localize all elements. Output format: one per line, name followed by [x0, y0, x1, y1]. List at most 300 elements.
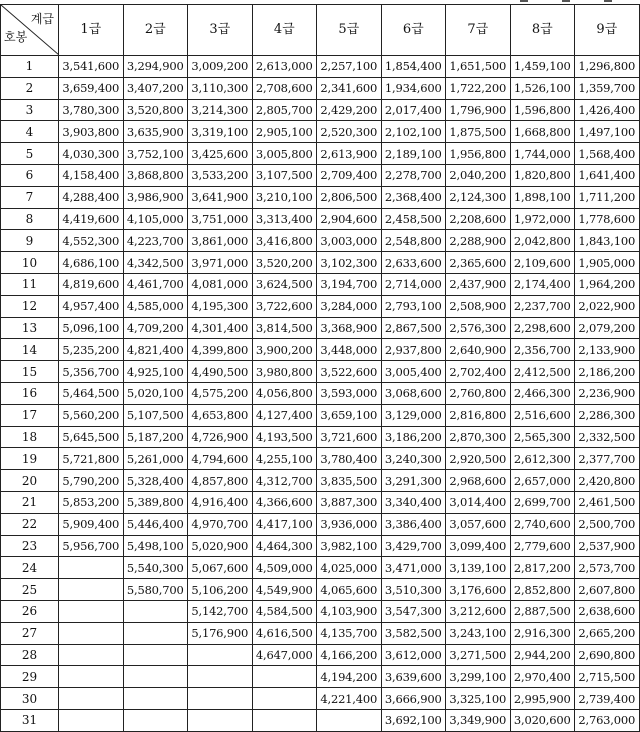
grade-header: 4급: [252, 5, 317, 56]
salary-cell: 4,056,800: [252, 382, 317, 404]
salary-cell: 3,057,600: [446, 513, 511, 535]
salary-cell: 4,105,000: [123, 208, 188, 230]
salary-cell: 1,296,800: [575, 56, 640, 78]
salary-cell: 2,042,800: [510, 230, 575, 252]
salary-cell: [59, 644, 124, 666]
salary-cell: 2,189,100: [381, 143, 446, 165]
salary-cell: 2,520,300: [317, 121, 382, 143]
salary-cell: 2,365,600: [446, 252, 511, 274]
table-row: [1, 382, 640, 404]
table-row: [1, 99, 640, 121]
salary-cell: 3,903,800: [59, 121, 124, 143]
salary-cell: 4,686,100: [59, 252, 124, 274]
salary-cell: 3,099,400: [446, 535, 511, 557]
table-row: [1, 208, 640, 230]
table-row: [1, 252, 640, 274]
salary-cell: 2,368,400: [381, 186, 446, 208]
salary-cell: 3,299,100: [446, 666, 511, 688]
salary-cell: 3,780,400: [317, 448, 382, 470]
salary-cell: 3,666,900: [381, 688, 446, 710]
salary-cell: [59, 709, 124, 731]
salary-cell: 2,377,700: [575, 448, 640, 470]
salary-cell: 3,194,700: [317, 273, 382, 295]
table-row: [1, 164, 640, 186]
table-row: [1, 666, 640, 688]
salary-cell: 1,956,800: [446, 143, 511, 165]
step-cell: 18: [1, 426, 59, 448]
salary-cell: [59, 666, 124, 688]
salary-cell: 5,187,200: [123, 426, 188, 448]
salary-cell: 2,576,300: [446, 317, 511, 339]
table-row: [1, 295, 640, 317]
salary-cell: 2,332,500: [575, 426, 640, 448]
step-cell: 15: [1, 361, 59, 383]
salary-cell: 1,668,800: [510, 121, 575, 143]
step-cell: 24: [1, 557, 59, 579]
step-cell: 7: [1, 186, 59, 208]
salary-cell: 4,223,700: [123, 230, 188, 252]
salary-cell: 2,970,400: [510, 666, 575, 688]
salary-cell: 2,739,400: [575, 688, 640, 710]
salary-cell: [252, 666, 317, 688]
salary-cell: 3,471,000: [381, 557, 446, 579]
step-cell: 10: [1, 252, 59, 274]
grade-header: 8급: [510, 5, 575, 56]
salary-cell: 2,186,200: [575, 361, 640, 383]
salary-cell: 5,142,700: [188, 600, 253, 622]
salary-cell: 2,709,400: [317, 164, 382, 186]
salary-cell: 3,003,000: [317, 230, 382, 252]
step-cell: 16: [1, 382, 59, 404]
salary-cell: 2,904,600: [317, 208, 382, 230]
salary-cell: 4,464,300: [252, 535, 317, 557]
table-row: [1, 557, 640, 579]
salary-cell: 3,861,000: [188, 230, 253, 252]
salary-cell: 3,325,100: [446, 688, 511, 710]
salary-cell: 2,920,500: [446, 448, 511, 470]
salary-cell: 3,612,000: [381, 644, 446, 666]
salary-cell: 5,721,800: [59, 448, 124, 470]
salary-cell: 2,573,700: [575, 557, 640, 579]
salary-cell: 3,986,900: [123, 186, 188, 208]
salary-cell: 1,972,000: [510, 208, 575, 230]
step-cell: 21: [1, 491, 59, 513]
salary-cell: [188, 688, 253, 710]
salary-cell: 5,176,900: [188, 622, 253, 644]
salary-cell: 5,560,200: [59, 404, 124, 426]
table-row: [1, 688, 640, 710]
salary-cell: 3,429,700: [381, 535, 446, 557]
salary-cell: 2,412,500: [510, 361, 575, 383]
step-cell: 27: [1, 622, 59, 644]
salary-cell: 3,751,000: [188, 208, 253, 230]
salary-cell: 3,982,100: [317, 535, 382, 557]
salary-cell: 5,853,200: [59, 491, 124, 513]
salary-cell: 4,819,600: [59, 273, 124, 295]
salary-cell: 1,875,500: [446, 121, 511, 143]
salary-cell: 3,641,900: [188, 186, 253, 208]
salary-cell: 2,640,900: [446, 339, 511, 361]
salary-cell: 2,565,300: [510, 426, 575, 448]
salary-cell: 2,420,800: [575, 470, 640, 492]
salary-cell: 3,520,200: [252, 252, 317, 274]
salary-cell: 3,340,400: [381, 491, 446, 513]
salary-cell: 5,328,400: [123, 470, 188, 492]
step-cell: 30: [1, 688, 59, 710]
salary-cell: 5,498,100: [123, 535, 188, 557]
salary-cell: 5,645,500: [59, 426, 124, 448]
salary-cell: 4,135,700: [317, 622, 382, 644]
salary-cell: 1,459,100: [510, 56, 575, 78]
salary-cell: 3,887,300: [317, 491, 382, 513]
table-row: [1, 186, 640, 208]
salary-cell: 2,017,400: [381, 99, 446, 121]
grade-header: 3급: [188, 5, 253, 56]
salary-cell: 3,520,800: [123, 99, 188, 121]
salary-cell: 5,464,500: [59, 382, 124, 404]
step-cell: 9: [1, 230, 59, 252]
salary-cell: 4,158,400: [59, 164, 124, 186]
salary-cell: 3,009,200: [188, 56, 253, 78]
table-row: [1, 317, 640, 339]
salary-cell: 4,288,400: [59, 186, 124, 208]
salary-cell: 4,709,200: [123, 317, 188, 339]
table-row: [1, 273, 640, 295]
salary-cell: 1,641,400: [575, 164, 640, 186]
step-cell: 2: [1, 77, 59, 99]
salary-cell: 4,857,800: [188, 470, 253, 492]
salary-cell: 3,752,100: [123, 143, 188, 165]
step-cell: 3: [1, 99, 59, 121]
edge-mark: [562, 0, 570, 2]
salary-cell: [188, 644, 253, 666]
step-cell: 4: [1, 121, 59, 143]
salary-cell: 1,843,100: [575, 230, 640, 252]
salary-cell: 3,139,100: [446, 557, 511, 579]
salary-cell: 4,552,300: [59, 230, 124, 252]
salary-cell: 3,971,000: [188, 252, 253, 274]
salary-cell: 3,319,100: [188, 121, 253, 143]
salary-cell: 4,575,200: [188, 382, 253, 404]
salary-cell: 2,288,900: [446, 230, 511, 252]
salary-cell: 4,957,400: [59, 295, 124, 317]
salary-cell: 4,653,800: [188, 404, 253, 426]
salary-cell: 3,020,600: [510, 709, 575, 731]
salary-cell: 3,900,200: [252, 339, 317, 361]
salary-cell: 4,419,600: [59, 208, 124, 230]
table-row: [1, 426, 640, 448]
step-cell: 1: [1, 56, 59, 78]
step-cell: 23: [1, 535, 59, 557]
table-row: [1, 709, 640, 731]
salary-cell: 2,612,300: [510, 448, 575, 470]
salary-cell: 4,342,500: [123, 252, 188, 274]
salary-cell: 2,816,800: [446, 404, 511, 426]
grade-header: 9급: [575, 5, 640, 56]
step-cell: 12: [1, 295, 59, 317]
salary-cell: 3,416,800: [252, 230, 317, 252]
step-cell: 8: [1, 208, 59, 230]
salary-cell: 2,500,700: [575, 513, 640, 535]
salary-cell: 4,193,500: [252, 426, 317, 448]
salary-cell: 2,714,000: [381, 273, 446, 295]
salary-cell: 5,540,300: [123, 557, 188, 579]
salary-cell: 4,970,700: [188, 513, 253, 535]
salary-cell: 2,613,000: [252, 56, 317, 78]
salary-cell: 2,887,500: [510, 600, 575, 622]
step-cell: 31: [1, 709, 59, 731]
header-row: [1, 5, 640, 56]
salary-cell: 2,968,600: [446, 470, 511, 492]
salary-cell: 3,291,300: [381, 470, 446, 492]
salary-cell: 1,526,100: [510, 77, 575, 99]
step-cell: 29: [1, 666, 59, 688]
salary-cell: 1,898,100: [510, 186, 575, 208]
salary-cell: 4,399,800: [188, 339, 253, 361]
salary-cell: 3,541,600: [59, 56, 124, 78]
grade-header: 1급: [59, 5, 124, 56]
salary-cell: 4,585,000: [123, 295, 188, 317]
step-axis-label: 호봉: [4, 30, 28, 44]
salary-cell: 5,067,600: [188, 557, 253, 579]
salary-cell: 2,537,900: [575, 535, 640, 557]
salary-cell: 4,916,400: [188, 491, 253, 513]
salary-cell: 1,711,200: [575, 186, 640, 208]
salary-cell: 2,022,900: [575, 295, 640, 317]
table-row: [1, 143, 640, 165]
salary-cell: 4,127,400: [252, 404, 317, 426]
salary-cell: 5,356,700: [59, 361, 124, 383]
salary-cell: [123, 688, 188, 710]
salary-cell: 4,312,700: [252, 470, 317, 492]
table-row: [1, 622, 640, 644]
salary-cell: [123, 600, 188, 622]
salary-cell: 1,796,900: [446, 99, 511, 121]
salary-cell: 2,286,300: [575, 404, 640, 426]
salary-cell: 4,616,500: [252, 622, 317, 644]
salary-cell: 1,568,400: [575, 143, 640, 165]
salary-cell: 2,461,500: [575, 491, 640, 513]
salary-cell: 2,944,200: [510, 644, 575, 666]
salary-cell: 2,458,500: [381, 208, 446, 230]
table-row: [1, 470, 640, 492]
grade-header: 5급: [317, 5, 382, 56]
salary-cell: 4,301,400: [188, 317, 253, 339]
salary-cell: 4,584,500: [252, 600, 317, 622]
salary-cell: 3,780,300: [59, 99, 124, 121]
table-row: [1, 361, 640, 383]
salary-cell: 4,065,600: [317, 579, 382, 601]
salary-cell: 2,638,600: [575, 600, 640, 622]
salary-cell: 2,805,700: [252, 99, 317, 121]
salary-cell: 4,726,900: [188, 426, 253, 448]
salary-cell: 3,214,300: [188, 99, 253, 121]
step-cell: 26: [1, 600, 59, 622]
step-cell: 28: [1, 644, 59, 666]
salary-cell: 3,980,800: [252, 361, 317, 383]
salary-cell: 2,702,400: [446, 361, 511, 383]
salary-cell: [59, 600, 124, 622]
salary-cell: [188, 666, 253, 688]
salary-cell: 2,341,600: [317, 77, 382, 99]
salary-cell: 2,817,200: [510, 557, 575, 579]
salary-cell: 5,909,400: [59, 513, 124, 535]
step-cell: 20: [1, 470, 59, 492]
salary-cell: 4,417,100: [252, 513, 317, 535]
table-row: [1, 513, 640, 535]
salary-cell: 1,722,200: [446, 77, 511, 99]
salary-cell: 1,596,800: [510, 99, 575, 121]
table-body: [1, 56, 640, 732]
table-row: [1, 644, 640, 666]
salary-cell: 1,744,000: [510, 143, 575, 165]
salary-cell: 4,025,000: [317, 557, 382, 579]
salary-cell: 3,368,900: [317, 317, 382, 339]
salary-cell: 4,194,200: [317, 666, 382, 688]
table-row: [1, 339, 640, 361]
salary-cell: 5,389,800: [123, 491, 188, 513]
table-row: [1, 56, 640, 78]
salary-cell: 3,659,400: [59, 77, 124, 99]
salary-cell: 4,509,000: [252, 557, 317, 579]
salary-cell: 3,407,200: [123, 77, 188, 99]
grade-axis-label: 계급: [30, 12, 54, 26]
salary-cell: 3,624,500: [252, 273, 317, 295]
salary-cell: 3,212,600: [446, 600, 511, 622]
step-cell: 5: [1, 143, 59, 165]
salary-cell: 1,778,600: [575, 208, 640, 230]
salary-cell: 2,124,300: [446, 186, 511, 208]
table-row: [1, 77, 640, 99]
salary-cell: [59, 622, 124, 644]
salary-cell: 2,356,700: [510, 339, 575, 361]
salary-cell: 3,240,300: [381, 448, 446, 470]
salary-cell: 5,020,900: [188, 535, 253, 557]
salary-cell: 4,794,600: [188, 448, 253, 470]
salary-cell: 3,814,500: [252, 317, 317, 339]
salary-cell: 3,386,400: [381, 513, 446, 535]
salary-cell: 3,110,300: [188, 77, 253, 99]
table-row: [1, 121, 640, 143]
table-row: [1, 230, 640, 252]
salary-cell: 2,916,300: [510, 622, 575, 644]
grade-header: 7급: [446, 5, 511, 56]
salary-cell: 5,235,200: [59, 339, 124, 361]
salary-cell: 3,722,600: [252, 295, 317, 317]
salary-cell: 3,635,900: [123, 121, 188, 143]
salary-cell: [252, 688, 317, 710]
salary-cell: 2,806,500: [317, 186, 382, 208]
salary-cell: 2,715,500: [575, 666, 640, 688]
salary-cell: 2,760,800: [446, 382, 511, 404]
salary-cell: 3,936,000: [317, 513, 382, 535]
salary-cell: 2,870,300: [446, 426, 511, 448]
salary-cell: 2,102,100: [381, 121, 446, 143]
salary-cell: 2,708,600: [252, 77, 317, 99]
salary-cell: 4,490,500: [188, 361, 253, 383]
salary-cell: 3,005,400: [381, 361, 446, 383]
salary-cell: 3,014,400: [446, 491, 511, 513]
step-cell: 13: [1, 317, 59, 339]
salary-cell: 2,793,100: [381, 295, 446, 317]
salary-cell: [59, 688, 124, 710]
table-row: [1, 579, 640, 601]
salary-cell: 2,995,900: [510, 688, 575, 710]
salary-cell: 3,284,000: [317, 295, 382, 317]
salary-cell: 2,429,200: [317, 99, 382, 121]
grade-header: 2급: [123, 5, 188, 56]
salary-cell: [123, 622, 188, 644]
step-cell: 14: [1, 339, 59, 361]
salary-cell: 1,359,700: [575, 77, 640, 99]
salary-cell: 2,633,600: [381, 252, 446, 274]
edge-mark: [604, 0, 612, 2]
step-cell: 22: [1, 513, 59, 535]
salary-cell: 2,437,900: [446, 273, 511, 295]
salary-cell: 3,005,800: [252, 143, 317, 165]
corner-header-cell: [1, 5, 59, 56]
salary-cell: 4,255,100: [252, 448, 317, 470]
salary-cell: 2,548,800: [381, 230, 446, 252]
salary-cell: 3,425,600: [188, 143, 253, 165]
salary-cell: 5,020,100: [123, 382, 188, 404]
salary-cell: 3,313,400: [252, 208, 317, 230]
salary-cell: 2,133,900: [575, 339, 640, 361]
salary-cell: 3,102,300: [317, 252, 382, 274]
salary-cell: 3,271,500: [446, 644, 511, 666]
salary-cell: [123, 666, 188, 688]
salary-cell: 2,109,600: [510, 252, 575, 274]
salary-cell: 2,298,600: [510, 317, 575, 339]
salary-cell: 2,208,600: [446, 208, 511, 230]
salary-cell: 2,905,100: [252, 121, 317, 143]
salary-cell: 5,446,400: [123, 513, 188, 535]
salary-cell: 1,426,400: [575, 99, 640, 121]
salary-cell: [317, 709, 382, 731]
salary-cell: 3,547,300: [381, 600, 446, 622]
salary-cell: 3,210,100: [252, 186, 317, 208]
salary-cell: 3,107,500: [252, 164, 317, 186]
grade-header: 6급: [381, 5, 446, 56]
table-row: [1, 404, 640, 426]
salary-cell: 3,243,100: [446, 622, 511, 644]
salary-cell: [59, 557, 124, 579]
salary-cell: 3,349,900: [446, 709, 511, 731]
salary-cell: 2,237,700: [510, 295, 575, 317]
salary-cell: 5,261,000: [123, 448, 188, 470]
salary-cell: 4,821,400: [123, 339, 188, 361]
salary-cell: 3,659,100: [317, 404, 382, 426]
salary-cell: 5,956,700: [59, 535, 124, 557]
salary-cell: 4,647,000: [252, 644, 317, 666]
salary-cell: 2,657,000: [510, 470, 575, 492]
salary-cell: 1,905,000: [575, 252, 640, 274]
salary-cell: 1,934,600: [381, 77, 446, 99]
salary-cell: 5,096,100: [59, 317, 124, 339]
table-row: [1, 600, 640, 622]
salary-cell: 4,081,000: [188, 273, 253, 295]
salary-cell: 2,740,600: [510, 513, 575, 535]
salary-cell: 2,508,900: [446, 295, 511, 317]
salary-cell: 3,448,000: [317, 339, 382, 361]
salary-cell: [123, 644, 188, 666]
salary-table: [0, 4, 640, 732]
salary-cell: 3,533,200: [188, 164, 253, 186]
step-cell: 6: [1, 164, 59, 186]
salary-cell: 2,852,800: [510, 579, 575, 601]
salary-cell: 1,497,100: [575, 121, 640, 143]
step-cell: 11: [1, 273, 59, 295]
